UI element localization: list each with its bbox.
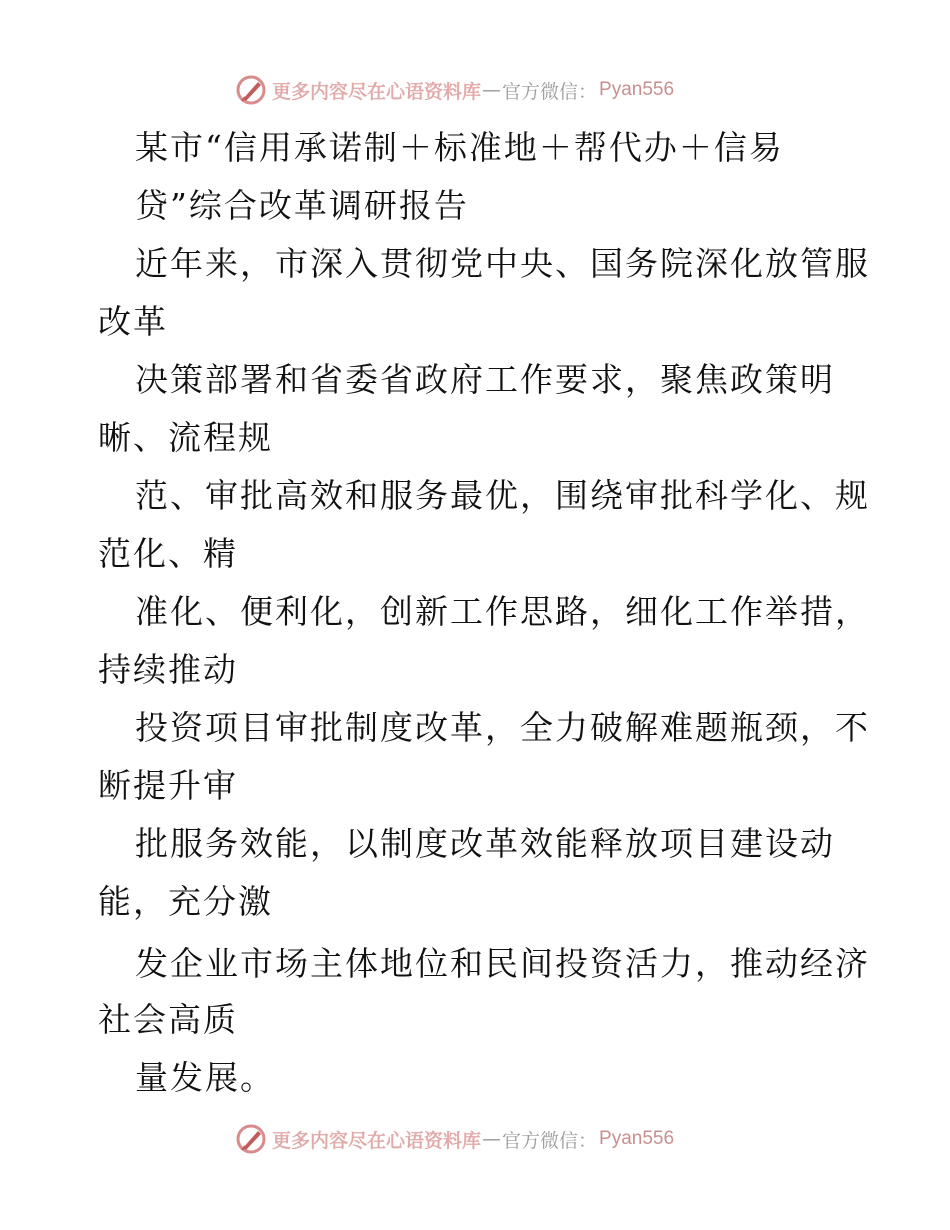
- body-line: 决策部署和省委省政府工作要求，聚焦政策明: [135, 360, 835, 399]
- title-line-1: 某市“信用承诺制＋标准地＋帮代办＋信易: [135, 128, 784, 167]
- watermark-text: 更多内容尽在心语资料库: [272, 80, 482, 103]
- body-line: 范化、精: [98, 534, 238, 573]
- body-line: 范、审批高效和服务最优，围绕审批科学化、规: [135, 476, 870, 515]
- body-line: 批服务效能，以制度改革效能释放项目建设动: [135, 824, 835, 863]
- body-line: 断提升审: [98, 766, 238, 805]
- body-line: 晰、流程规: [98, 418, 273, 457]
- watermark-text: 更多内容尽在心语资料库: [272, 1129, 482, 1152]
- watermark-id: Pyan556: [599, 79, 675, 100]
- feather-pen-seal-icon: [234, 73, 268, 107]
- body-line: 持续推动: [98, 650, 238, 689]
- body-line: 能，充分激: [98, 882, 273, 921]
- watermark-label: 官方微信：: [502, 1129, 598, 1152]
- body-line: 发企业市场主体地位和民间投资活力，推动经济: [135, 944, 870, 983]
- header-watermark: [234, 72, 674, 108]
- body-line: 近年来，市深入贯彻党中央、国务院深化放管服: [135, 244, 870, 283]
- feather-pen-seal-icon: [234, 1122, 268, 1156]
- title-line-2: 贷”综合改革调研报告: [135, 186, 469, 225]
- watermark-label: 官方微信：: [502, 80, 598, 103]
- body-line: 准化、便利化，创新工作思路，细化工作举措，: [135, 592, 870, 631]
- footer-watermark: [234, 1121, 674, 1157]
- body-line: 量发展。: [135, 1058, 275, 1097]
- body-line: 社会高质: [98, 1000, 238, 1039]
- body-line: 投资项目审批制度改革，全力破解难题瓶颈，不: [135, 708, 870, 747]
- body-line: 改革: [98, 302, 168, 341]
- watermark-separator: —: [482, 1128, 502, 1150]
- watermark-separator: —: [482, 79, 502, 101]
- watermark-id: Pyan556: [599, 1128, 675, 1149]
